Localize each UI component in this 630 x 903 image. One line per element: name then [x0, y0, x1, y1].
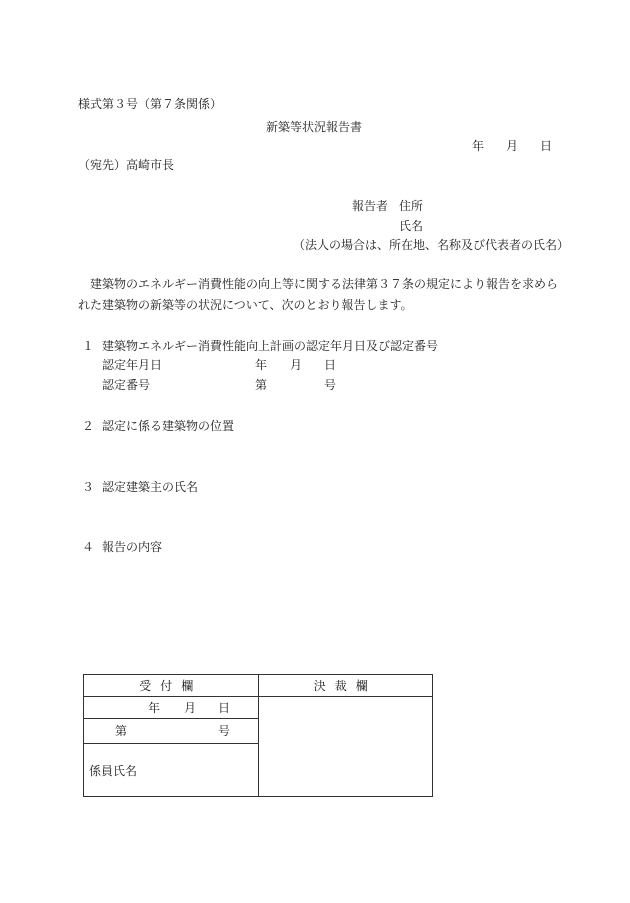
item1-year-label: 年	[255, 358, 268, 372]
item1-number: １	[82, 339, 95, 353]
item3-title: 認定建築主の氏名	[102, 480, 199, 494]
decision-header: 決裁欄	[258, 675, 433, 697]
item1-title: 建築物エネルギー消費性能向上計画の認定年月日及び認定番号	[102, 339, 439, 353]
document-title: 新築等状況報告書	[266, 120, 363, 134]
reporter-label: 報告者	[352, 199, 389, 213]
item1-number-label: 認定番号	[102, 378, 151, 392]
item4-number: ４	[82, 540, 95, 554]
body-paragraph-line1: 建築物のエネルギー消費性能の向上等に関する法律第３７条の規定により報告を求めら	[90, 277, 559, 291]
decision-cell[interactable]	[258, 697, 433, 797]
item1-day-label: 日	[324, 358, 337, 372]
item2-title: 認定に係る建築物の位置	[102, 419, 235, 433]
reception-day-label: 日	[218, 701, 231, 715]
receipt-table	[83, 674, 433, 797]
reception-number-cell[interactable]	[84, 719, 259, 744]
item3-number: ３	[82, 480, 95, 494]
item4-title: 報告の内容	[102, 540, 163, 554]
staff-name-cell[interactable]	[84, 744, 259, 797]
addressee: （宛先）高崎市長	[78, 158, 175, 172]
reception-date-cell[interactable]	[84, 697, 259, 719]
reception-month-label: 月	[184, 701, 197, 715]
reporter-name-label: 氏名	[399, 219, 424, 233]
item1-number-prefix: 第	[255, 378, 268, 392]
reporter-address-label: 住所	[399, 199, 424, 213]
reception-header: 受付欄	[84, 675, 259, 697]
form-number: 様式第３号（第７条関係）	[78, 97, 223, 111]
staff-name-label: 係員氏名	[89, 764, 138, 778]
body-paragraph-line2: れた建築物の新築等の状況について、次のとおり報告します。	[78, 298, 413, 312]
date-year-label: 年	[472, 139, 485, 153]
date-day-label: 日	[540, 139, 553, 153]
item1-date-label: 認定年月日	[102, 358, 163, 372]
reporter-note: （法人の場合は、所在地、名称及び代表者の氏名）	[293, 238, 570, 252]
reception-number-suffix: 号	[218, 724, 231, 738]
item2-number: ２	[82, 419, 95, 433]
reception-year-label: 年	[148, 701, 161, 715]
reception-number-prefix: 第	[115, 724, 128, 738]
date-month-label: 月	[506, 139, 519, 153]
item1-number-suffix: 号	[324, 378, 337, 392]
item1-month-label: 月	[290, 358, 303, 372]
